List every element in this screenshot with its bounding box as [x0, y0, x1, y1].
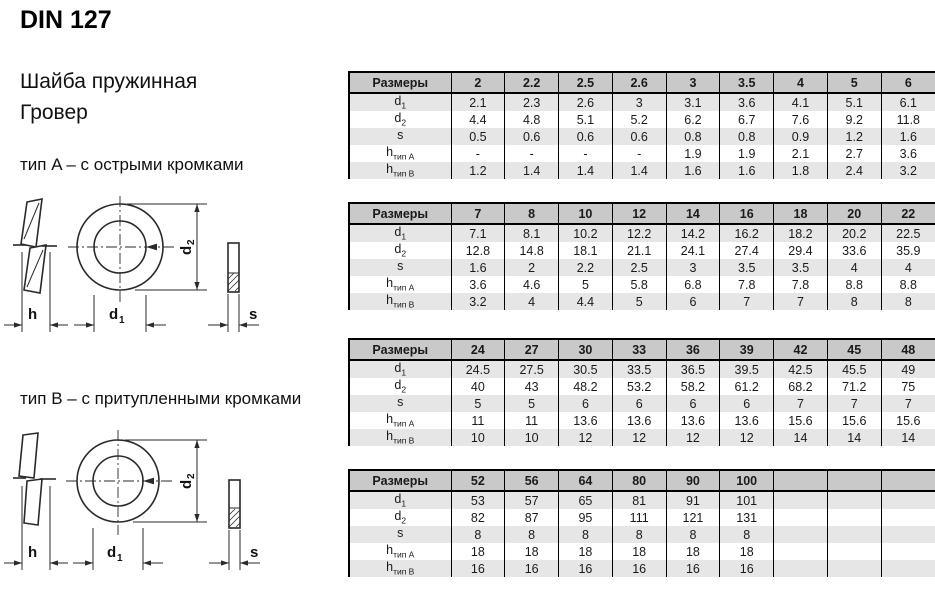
col-header-sizes: Размеры	[349, 470, 451, 491]
s-dim-label: s	[249, 306, 258, 323]
col-header-size: 7	[451, 203, 505, 224]
value-cell: 58.2	[666, 378, 720, 395]
value-cell: 16	[505, 560, 559, 577]
split-indicator-arrow	[146, 244, 157, 251]
row-label: $d_2$	[349, 509, 451, 526]
col-header-size: 10	[559, 203, 613, 224]
value-cell	[774, 526, 828, 543]
d2-dim-label: d	[178, 479, 195, 489]
row-label: $d_2$	[349, 242, 451, 259]
value-cell: 2.4	[827, 162, 881, 179]
value-cell: 7	[720, 293, 774, 310]
value-cell: 0.8	[720, 128, 774, 145]
col-header-size: 2	[451, 72, 505, 93]
col-header-size: 24	[451, 339, 505, 360]
value-cell: 1.9	[720, 145, 774, 162]
type-a-section-view	[228, 243, 239, 292]
col-header-size	[827, 470, 881, 491]
value-cell: 3.5	[774, 259, 828, 276]
value-cell: 6	[559, 395, 613, 412]
value-cell: 6	[720, 395, 774, 412]
value-cell: 8	[827, 293, 881, 310]
table-row	[349, 162, 935, 179]
size-table-4	[348, 469, 935, 577]
value-cell: 5	[559, 276, 613, 293]
table-row	[349, 242, 935, 259]
value-cell: 43	[505, 378, 559, 395]
value-cell: 7	[774, 395, 828, 412]
value-cell	[881, 543, 935, 560]
value-cell: 4.4	[559, 293, 613, 310]
value-cell: 68.2	[774, 378, 828, 395]
row-label: $d_1$	[349, 360, 451, 378]
d2-dim-label: d	[178, 245, 195, 255]
row-label: $h_{тип A}$	[349, 543, 451, 560]
col-header-size: 6	[881, 72, 935, 93]
value-cell: 9.2	[827, 111, 881, 128]
value-cell: 1.6	[881, 128, 935, 145]
value-cell: 6.2	[666, 111, 720, 128]
value-cell: 18	[612, 543, 666, 560]
row-label: s	[349, 128, 451, 145]
value-cell: 2.5	[612, 259, 666, 276]
value-cell	[774, 543, 828, 560]
value-cell: 6.1	[881, 93, 935, 111]
value-cell: 8	[505, 526, 559, 543]
size-table-2	[348, 202, 935, 310]
table-header-row	[349, 339, 935, 360]
value-cell	[881, 526, 935, 543]
value-cell: 5	[451, 395, 505, 412]
value-cell: 14	[881, 429, 935, 446]
value-cell: 1.4	[559, 162, 613, 179]
value-cell: 3.2	[881, 162, 935, 179]
size-table-1	[348, 71, 935, 179]
page-title: DIN 127	[20, 6, 112, 34]
value-cell: 8.8	[881, 276, 935, 293]
value-cell: 2.2	[559, 259, 613, 276]
value-cell: 7.6	[774, 111, 828, 128]
value-cell: 3	[666, 259, 720, 276]
col-header-size: 8	[505, 203, 559, 224]
value-cell: 12	[720, 429, 774, 446]
value-cell: 22.5	[881, 224, 935, 242]
h-dim-label: h	[28, 306, 38, 323]
col-header-size: 42	[774, 339, 828, 360]
col-header-size	[881, 470, 935, 491]
value-cell	[827, 560, 881, 577]
value-cell: 3.1	[666, 93, 720, 111]
col-header-size: 22	[881, 203, 935, 224]
col-header-size: 80	[612, 470, 666, 491]
col-header-size: 20	[827, 203, 881, 224]
col-header-size: 45	[827, 339, 881, 360]
value-cell: 8.8	[827, 276, 881, 293]
value-cell: 13.6	[666, 412, 720, 429]
value-cell: 13.6	[612, 412, 666, 429]
value-cell: 35.9	[881, 242, 935, 259]
value-cell: 1.6	[720, 162, 774, 179]
col-header-size: 3	[666, 72, 720, 93]
value-cell: 1.6	[666, 162, 720, 179]
table-row	[349, 128, 935, 145]
type-a-drawing	[0, 186, 345, 344]
dimension-s	[208, 294, 259, 332]
table-row	[349, 526, 935, 543]
value-cell: 4	[827, 259, 881, 276]
row-label: $d_2$	[349, 111, 451, 128]
col-header-size: 36	[666, 339, 720, 360]
value-cell: 16	[666, 560, 720, 577]
table-row	[349, 429, 935, 446]
table-row	[349, 543, 935, 560]
value-cell: 42.5	[774, 360, 828, 378]
value-cell: 61.2	[720, 378, 774, 395]
value-cell: 57	[505, 491, 559, 509]
row-label: $d_1$	[349, 224, 451, 242]
d1-dim-label: d	[107, 544, 117, 561]
value-cell: 15.6	[774, 412, 828, 429]
value-cell: 1.4	[505, 162, 559, 179]
row-label: s	[349, 526, 451, 543]
value-cell: 71.2	[827, 378, 881, 395]
value-cell: 18.1	[559, 242, 613, 259]
value-cell: 8	[612, 526, 666, 543]
value-cell: 6	[612, 395, 666, 412]
value-cell: 27.5	[505, 360, 559, 378]
d1-dim-sub: 1	[117, 553, 123, 564]
table-row	[349, 491, 935, 509]
table-row	[349, 259, 935, 276]
value-cell: -	[505, 145, 559, 162]
value-cell: 4	[505, 293, 559, 310]
split-indicator-arrow	[143, 478, 154, 485]
value-cell: -	[559, 145, 613, 162]
col-header-size: 18	[774, 203, 828, 224]
s-dim-label: s	[250, 544, 259, 561]
type-a-front-view	[68, 196, 174, 302]
row-label: $h_{тип A}$	[349, 276, 451, 293]
value-cell: 111	[612, 509, 666, 526]
col-header-size: 30	[559, 339, 613, 360]
col-header-sizes: Размеры	[349, 339, 451, 360]
value-cell: 18	[451, 543, 505, 560]
value-cell: 45.5	[827, 360, 881, 378]
value-cell: 1.4	[612, 162, 666, 179]
value-cell: 20.2	[827, 224, 881, 242]
value-cell: 2	[505, 259, 559, 276]
value-cell: 10.2	[559, 224, 613, 242]
col-header-size: 90	[666, 470, 720, 491]
value-cell: 18	[505, 543, 559, 560]
value-cell: 11.8	[881, 111, 935, 128]
table-header-row	[349, 470, 935, 491]
value-cell: 5.1	[827, 93, 881, 111]
type-a-label: тип A – с острыми кромками	[20, 155, 244, 174]
value-cell: 4	[881, 259, 935, 276]
value-cell: 1.8	[774, 162, 828, 179]
value-cell	[774, 491, 828, 509]
value-cell: 39.5	[720, 360, 774, 378]
value-cell: 7.8	[774, 276, 828, 293]
col-header-size: 14	[666, 203, 720, 224]
value-cell: 12.8	[451, 242, 505, 259]
table-row	[349, 560, 935, 577]
value-cell: 82	[451, 509, 505, 526]
value-cell: 3.6	[720, 93, 774, 111]
value-cell: 2.1	[774, 145, 828, 162]
col-header-size	[774, 470, 828, 491]
value-cell: 7	[827, 395, 881, 412]
value-cell: 4.4	[451, 111, 505, 128]
row-label: $h_{тип B}$	[349, 162, 451, 179]
value-cell: 18	[559, 543, 613, 560]
value-cell: 15.6	[827, 412, 881, 429]
value-cell: 14.2	[666, 224, 720, 242]
size-tables	[348, 71, 935, 589]
value-cell: 1.6	[451, 259, 505, 276]
value-cell: 5.8	[612, 276, 666, 293]
value-cell: 16.2	[720, 224, 774, 242]
value-cell: 131	[720, 509, 774, 526]
value-cell: 53.2	[612, 378, 666, 395]
value-cell: 5	[612, 293, 666, 310]
table-row	[349, 395, 935, 412]
value-cell: 101	[720, 491, 774, 509]
table-row	[349, 360, 935, 378]
row-label: $h_{тип B}$	[349, 560, 451, 577]
col-header-sizes: Размеры	[349, 203, 451, 224]
row-label: $d_1$	[349, 491, 451, 509]
type-b-label: тип B – с притупленными кромками	[20, 389, 302, 408]
value-cell: 121	[666, 509, 720, 526]
value-cell	[881, 560, 935, 577]
value-cell: 18	[720, 543, 774, 560]
value-cell: 29.4	[774, 242, 828, 259]
dimension-s	[209, 530, 260, 570]
value-cell: 7	[881, 395, 935, 412]
value-cell: 0.6	[559, 128, 613, 145]
table-row	[349, 224, 935, 242]
value-cell	[827, 543, 881, 560]
col-header-size: 52	[451, 470, 505, 491]
value-cell: 0.8	[666, 128, 720, 145]
value-cell: 12	[559, 429, 613, 446]
value-cell: 6	[666, 395, 720, 412]
col-header-size: 33	[612, 339, 666, 360]
row-label: $h_{тип A}$	[349, 145, 451, 162]
value-cell: 2.1	[451, 93, 505, 111]
table-header-row	[349, 203, 935, 224]
value-cell: -	[612, 145, 666, 162]
value-cell	[881, 491, 935, 509]
value-cell: 10	[451, 429, 505, 446]
value-cell: -	[451, 145, 505, 162]
value-cell: 2.3	[505, 93, 559, 111]
value-cell: 0.9	[774, 128, 828, 145]
type-b-section-view	[229, 480, 240, 528]
value-cell: 33.5	[612, 360, 666, 378]
value-cell: 3.6	[451, 276, 505, 293]
value-cell: 6	[666, 293, 720, 310]
value-cell: 48.2	[559, 378, 613, 395]
value-cell: 2.6	[559, 93, 613, 111]
row-label: $h_{тип B}$	[349, 293, 451, 310]
value-cell	[881, 509, 935, 526]
row-label: s	[349, 395, 451, 412]
col-header-size: 4	[774, 72, 828, 93]
value-cell: 13.6	[720, 412, 774, 429]
value-cell: 5.1	[559, 111, 613, 128]
type-b-drawing	[0, 422, 345, 586]
value-cell: 81	[612, 491, 666, 509]
value-cell: 2.7	[827, 145, 881, 162]
table-row	[349, 378, 935, 395]
d2-dim-sub: 2	[186, 473, 197, 479]
value-cell	[774, 509, 828, 526]
value-cell: 16	[612, 560, 666, 577]
value-cell: 75	[881, 378, 935, 395]
value-cell: 7.1	[451, 224, 505, 242]
value-cell: 36.5	[666, 360, 720, 378]
value-cell: 0.6	[612, 128, 666, 145]
table-row	[349, 509, 935, 526]
value-cell: 24.5	[451, 360, 505, 378]
col-header-size: 27	[505, 339, 559, 360]
d1-dim-label: d	[109, 306, 119, 323]
value-cell: 87	[505, 509, 559, 526]
value-cell: 10	[505, 429, 559, 446]
value-cell: 4.1	[774, 93, 828, 111]
col-header-size: 3.5	[720, 72, 774, 93]
value-cell	[827, 526, 881, 543]
value-cell: 1.9	[666, 145, 720, 162]
col-header-size: 39	[720, 339, 774, 360]
d1-dim-sub: 1	[119, 315, 125, 326]
value-cell: 8	[451, 526, 505, 543]
row-label: $h_{тип A}$	[349, 412, 451, 429]
col-header-size: 2.5	[559, 72, 613, 93]
table-row	[349, 293, 935, 310]
h-dim-label: h	[28, 544, 38, 561]
value-cell: 16	[451, 560, 505, 577]
value-cell: 6.8	[666, 276, 720, 293]
value-cell: 0.5	[451, 128, 505, 145]
value-cell: 12.2	[612, 224, 666, 242]
value-cell: 33.6	[827, 242, 881, 259]
col-header-size: 64	[559, 470, 613, 491]
product-name-line1: Шайба пружинная	[20, 70, 198, 93]
value-cell: 1.2	[451, 162, 505, 179]
size-table-3	[348, 338, 935, 446]
value-cell: 14	[827, 429, 881, 446]
value-cell: 5.2	[612, 111, 666, 128]
value-cell: 14.8	[505, 242, 559, 259]
value-cell: 14	[774, 429, 828, 446]
value-cell: 13.6	[559, 412, 613, 429]
value-cell: 16	[559, 560, 613, 577]
table-row	[349, 276, 935, 293]
value-cell: 24.1	[666, 242, 720, 259]
value-cell: 8	[559, 526, 613, 543]
value-cell: 53	[451, 491, 505, 509]
row-label: $h_{тип B}$	[349, 429, 451, 446]
value-cell: 95	[559, 509, 613, 526]
col-header-size: 100	[720, 470, 774, 491]
col-header-size: 5	[827, 72, 881, 93]
col-header-size: 2.6	[612, 72, 666, 93]
value-cell: 3	[612, 93, 666, 111]
table-row	[349, 111, 935, 128]
value-cell: 16	[720, 560, 774, 577]
type-b-front-view	[66, 430, 172, 535]
value-cell: 12	[612, 429, 666, 446]
value-cell: 3.6	[881, 145, 935, 162]
table-row	[349, 412, 935, 429]
value-cell: 6.7	[720, 111, 774, 128]
col-header-size: 2.2	[505, 72, 559, 93]
value-cell	[827, 509, 881, 526]
value-cell: 18	[666, 543, 720, 560]
value-cell: 3.5	[720, 259, 774, 276]
value-cell: 8	[720, 526, 774, 543]
value-cell: 3.2	[451, 293, 505, 310]
value-cell: 1.2	[827, 128, 881, 145]
value-cell: 7	[774, 293, 828, 310]
table-row	[349, 145, 935, 162]
value-cell: 0.6	[505, 128, 559, 145]
value-cell: 7.8	[720, 276, 774, 293]
d2-dim-sub: 2	[186, 239, 197, 245]
col-header-size: 56	[505, 470, 559, 491]
value-cell: 8	[881, 293, 935, 310]
value-cell: 30.5	[559, 360, 613, 378]
value-cell: 91	[666, 491, 720, 509]
value-cell: 8.1	[505, 224, 559, 242]
value-cell	[827, 491, 881, 509]
col-header-sizes: Размеры	[349, 72, 451, 93]
col-header-size: 16	[720, 203, 774, 224]
product-name-line2: Гровер	[20, 101, 88, 124]
col-header-size: 48	[881, 339, 935, 360]
value-cell: 12	[666, 429, 720, 446]
product-name	[20, 66, 197, 128]
value-cell: 65	[559, 491, 613, 509]
value-cell: 11	[451, 412, 505, 429]
value-cell: 11	[505, 412, 559, 429]
col-header-size: 12	[612, 203, 666, 224]
value-cell: 21.1	[612, 242, 666, 259]
value-cell: 4.8	[505, 111, 559, 128]
table-header-row	[349, 72, 935, 93]
value-cell: 15.6	[881, 412, 935, 429]
value-cell: 5	[505, 395, 559, 412]
value-cell: 40	[451, 378, 505, 395]
value-cell: 27.4	[720, 242, 774, 259]
row-label: s	[349, 259, 451, 276]
value-cell: 18.2	[774, 224, 828, 242]
value-cell	[774, 560, 828, 577]
value-cell: 49	[881, 360, 935, 378]
row-label: $d_1$	[349, 93, 451, 111]
table-row	[349, 93, 935, 111]
value-cell: 4.6	[505, 276, 559, 293]
row-label: $d_2$	[349, 378, 451, 395]
value-cell: 8	[666, 526, 720, 543]
